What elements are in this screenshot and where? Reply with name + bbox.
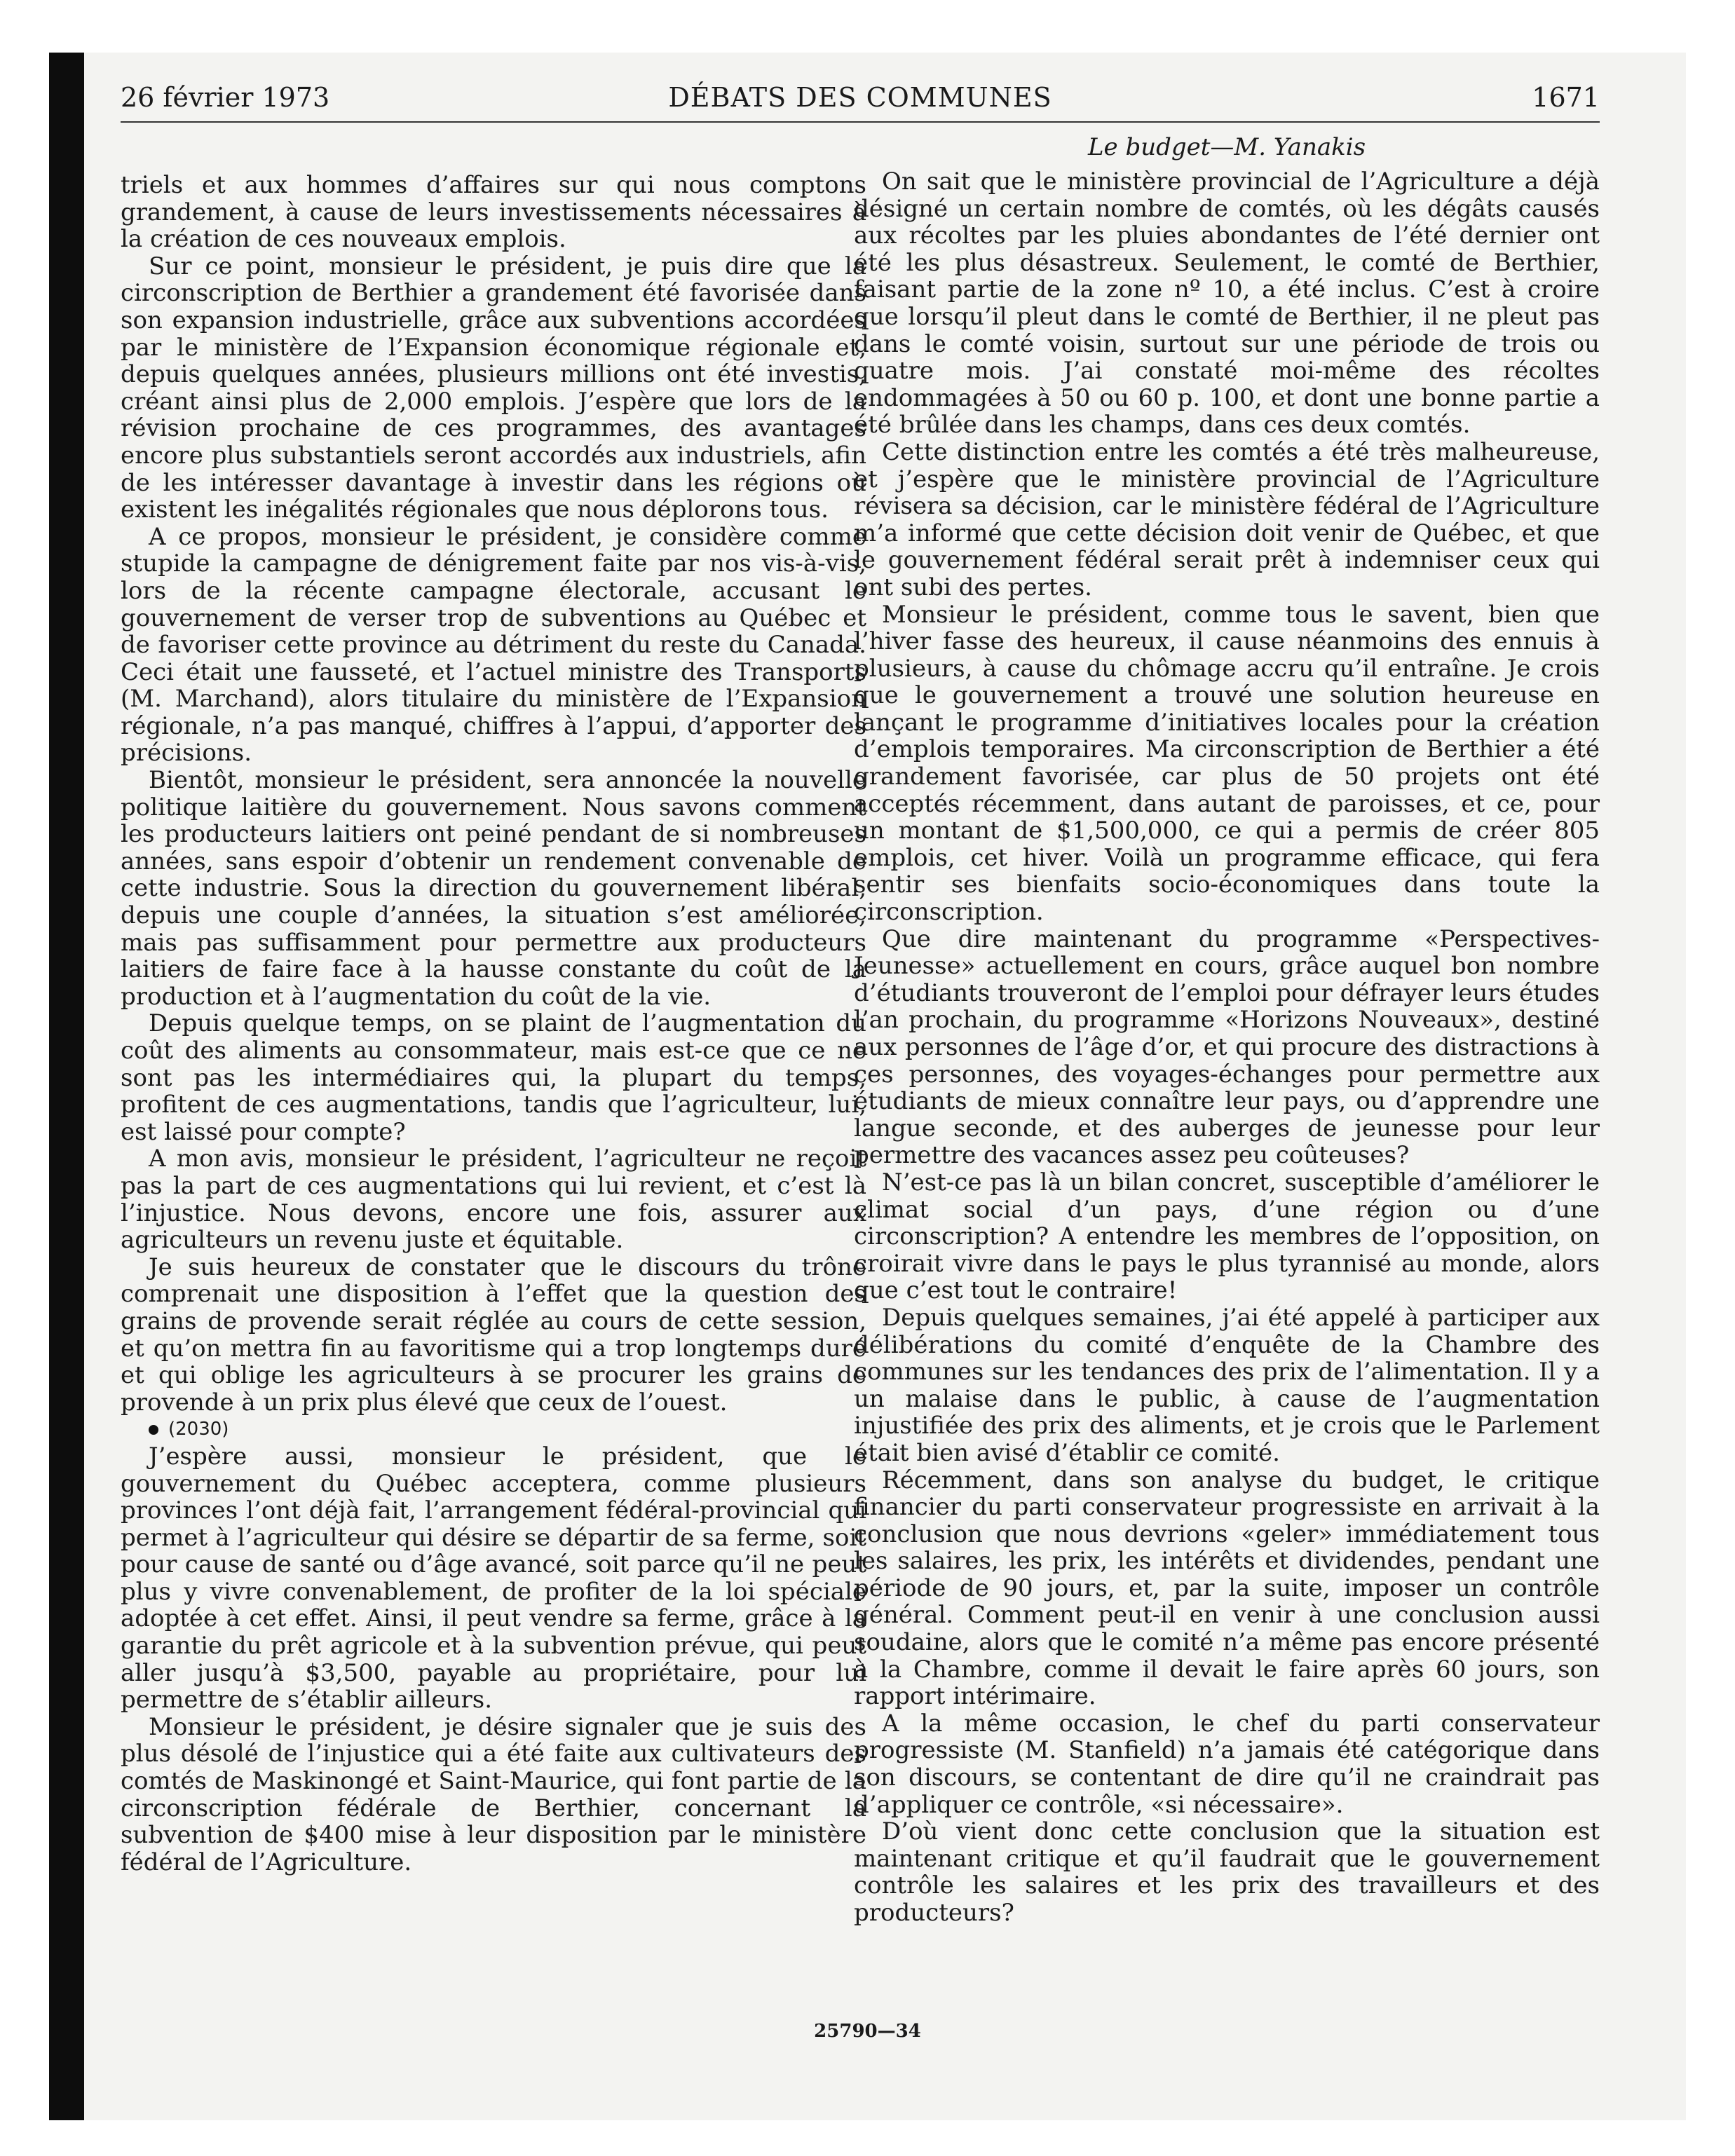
- paragraph: D’où vient donc cette conclusion que la situation est maintenant critique et qu’il faudrait que le gouvernement contrôle les salaires et les prix des travailleurs et des producteurs?: [854, 1817, 1600, 1927]
- paragraph: A mon avis, monsieur le président, l’agriculteur ne reçoit pas la part de ces augmentations qui lui revient, et c’est là l’injustice. Nous devons, encore une fois, assurer aux agriculteurs un revenu juste et équitable.: [121, 1145, 866, 1255]
- header-title: DÉBATS DES COMMUNES: [668, 82, 1052, 113]
- paragraph: On sait que le ministère provincial de l’Agriculture a déjà désigné un certain nombre de comtés, où les dégâts causés aux récoltes par les pluies abondantes de l’été dernier ont été les plus désastreux. Seulement, le comté de Berthier, faisant partie de la zone nº 10, a été inclus. C’est à croire que lorsqu’il pleut dans le comté de Berthier, il ne pleut pas dans le comté voisin, surtout sur une période de trois ou quatre mois. J’ai constaté moi-même des récoltes endommagées à 50 ou 60 p. 100, et dont une bonne partie a été brûlée dans les champs, dans ces deux comtés.: [854, 168, 1600, 439]
- right-column: [854, 168, 1600, 1927]
- bullet-icon: [149, 1425, 158, 1435]
- paragraph: Que dire maintenant du programme «Perspectives-Jeunesse» actuellement en cours, grâce auquel bon nombre d’étudiants trouveront de l’emploi pour défrayer leurs études l’an prochain, du programme «Horizons Nouveaux», destiné aux personnes de l’âge d’or, et qui procure des distractions à ces personnes, des voyages-échanges pour permettre aux étudiants de mieux connaître leur pays, ou d’apprendre une langue seconde, et des auberges de jeunesse pour leur permettre des vacances assez peu coûteuses?: [854, 925, 1600, 1170]
- paragraph: Monsieur le président, je désire signaler que je suis des plus désolé de l’injustice qui a été faite aux cultivateurs des comtés de Maskinongé et Saint-Maurice, qui font partie de la circonscription fédérale de Berthier, concernant la subvention de $400 mise à leur disposition par le ministère fédéral de l’Agriculture.: [121, 1712, 866, 1876]
- paragraph: A ce propos, monsieur le président, je considère comme stupide la campagne de dénigrement faite par nos vis-à-vis, lors de la récente campagne électorale, accusant le gouvernement de verser trop de subventions au Québec et de favoriser cette province au détriment du reste du Canada. Ceci était une fausseté, et l’actuel ministre des Transports (M. Marchand), alors titulaire du ministère de l’Expansion régionale, n’a pas manqué, chiffres à l’appui, d’apporter des précisions.: [121, 522, 866, 767]
- header-date: 26 février 1973: [121, 82, 330, 113]
- paragraph: Cette distinction entre les comtés a été très malheureuse, et j’espère que le ministère provincial de l’Agriculture révisera sa décision, car le ministère fédéral de l’Agriculture m’a informé que cette décision doit venir de Québec, et que le gouvernement fédéral serait prêt à indemniser ceux qui ont subi des pertes.: [854, 437, 1600, 601]
- time-marker-label: (2030): [168, 1419, 229, 1440]
- paragraph: Depuis quelques semaines, j’ai été appelé à participer aux délibérations du comité d’enquête de la Chambre des communes sur les tendances des prix de l’alimentation. Il y a un malaise dans le public, à cause de l’augmentation injustifiée des prix des aliments, et je crois que le Parlement était bien avisé d’établir ce comité.: [854, 1303, 1600, 1467]
- left-column: [121, 172, 866, 1876]
- paragraph: A la même occasion, le chef du parti conservateur progressiste (M. Stanfield) n’a jamais été catégorique dans son discours, se contentant de dire qu’il ne craindrait pas d’appliquer ce contrôle, «si nécessaire».: [854, 1709, 1600, 1819]
- scan-edge-bar: [49, 53, 84, 2120]
- page-header: [121, 74, 1600, 123]
- paragraph: Sur ce point, monsieur le président, je puis dire que la circonscription de Berthier a grandement été favorisée dans son expansion industrielle, grâce aux subventions accordées par le ministère de l’Expansion économique régionale et, depuis quelques années, plusieurs millions ont été investis, créant ainsi plus de 2,000 emplois. J’espère que lors de la révision prochaine de ces programmes, des avantages encore plus substantiels seront accordés aux industriels, afin de les intéresser davantage à investir dans les régions où existent les inégalités régionales que nous déplorons tous.: [121, 252, 866, 524]
- paragraph: Bientôt, monsieur le président, sera annoncée la nouvelle politique laitière du gouvernement. Nous savons comment les producteurs laitiers ont peiné pendant de si nombreuses années, sans espoir d’obtenir un rendement convenable de cette industrie. Sous la direction du gouvernement libéral, depuis une couple d’années, la situation s’est améliorée, mais pas suffisamment pour permettre aux producteurs laitiers de faire face à la hausse constante du coût de la production et à l’augmentation du coût de la vie.: [121, 766, 866, 1011]
- time-marker: [121, 1416, 866, 1443]
- paragraph: Monsieur le président, comme tous le savent, bien que l’hiver fasse des heureux, il cause néanmoins des ennuis à plusieurs, à cause du chômage accru qu’il entraîne. Je crois que le gouvernement a trouvé une solution heureuse en lançant le programme d’initiatives locales pour la création d’emplois temporaires. Ma circonscription de Berthier a été grandement favorisée, car plus de 50 projets ont été acceptés récemment, dans autant de paroisses, et ce, pour un montant de $1,500,000, ce qui a permis de créer 805 emplois, cet hiver. Voilà un programme efficace, qui fera sentir ses bienfaits socio-économiques dans toute la circonscription.: [854, 600, 1600, 927]
- paragraph: Depuis quelque temps, on se plaint de l’augmentation du coût des aliments au consommateur, mais est-ce que ce ne sont pas les intermédiaires qui, la plupart du temps, profitent de ces augmentations, tandis que l’agriculteur, lui, est laissé pour compte?: [121, 1009, 866, 1146]
- paragraph: N’est-ce pas là un bilan concret, susceptible d’améliorer le climat social d’un pays, d’une région ou d’une circonscription? A entendre les membres de l’opposition, on croirait vivre dans le pays le plus tyrannisé au monde, alors que c’est tout le contraire!: [854, 1168, 1600, 1305]
- page-footer-code: 25790—34: [814, 2021, 921, 2042]
- paragraph: Je suis heureux de constater que le discours du trône comprenait une disposition à l’effet que la question des grains de provende serait réglée au cours de cette session, et qu’on mettra fin au favoritisme qui a trop longtemps duré et qui oblige les agriculteurs à se procurer les grains de provende à un prix plus élevé que ceux de l’ouest.: [121, 1253, 866, 1417]
- paragraph: J’espère aussi, monsieur le président, que le gouvernement du Québec acceptera, comme plusieurs provinces l’ont déjà fait, l’arrangement fédéral-provincial qui permet à l’agriculteur qui désire se départir de sa ferme, soit pour cause de santé ou d’âge avancé, soit parce qu’il ne peut plus y vivre convenablement, de profiter de la loi spéciale adoptée à cet effet. Ainsi, il peut vendre sa ferme, grâce à la garantie du prêt agricole et à la subvention prévue, qui peut aller jusqu’à $3,500, payable au propriétaire, pour lui permettre de s’établir ailleurs.: [121, 1442, 866, 1714]
- running-head: Le budget—M. Yanakis: [1087, 133, 1366, 161]
- paragraph: triels et aux hommes d’affaires sur qui nous comptons grandement, à cause de leurs investissements nécessaires à la création de ces nouveaux emplois.: [121, 171, 866, 254]
- paragraph: Récemment, dans son analyse du budget, le critique financier du parti conservateur progressiste en arrivait à la conclusion que nous devrions «geler» immédiatement tous les salaires, les prix, les intérêts et dividendes, pendant une période de 90 jours, et, par la suite, imposer un contrôle général. Comment peut-il en venir à une conclusion aussi soudaine, alors que le comité n’a même pas encore présenté à la Chambre, comme il devait le faire après 60 jours, son rapport intérimaire.: [854, 1466, 1600, 1711]
- header-page-number: 1671: [1532, 82, 1600, 113]
